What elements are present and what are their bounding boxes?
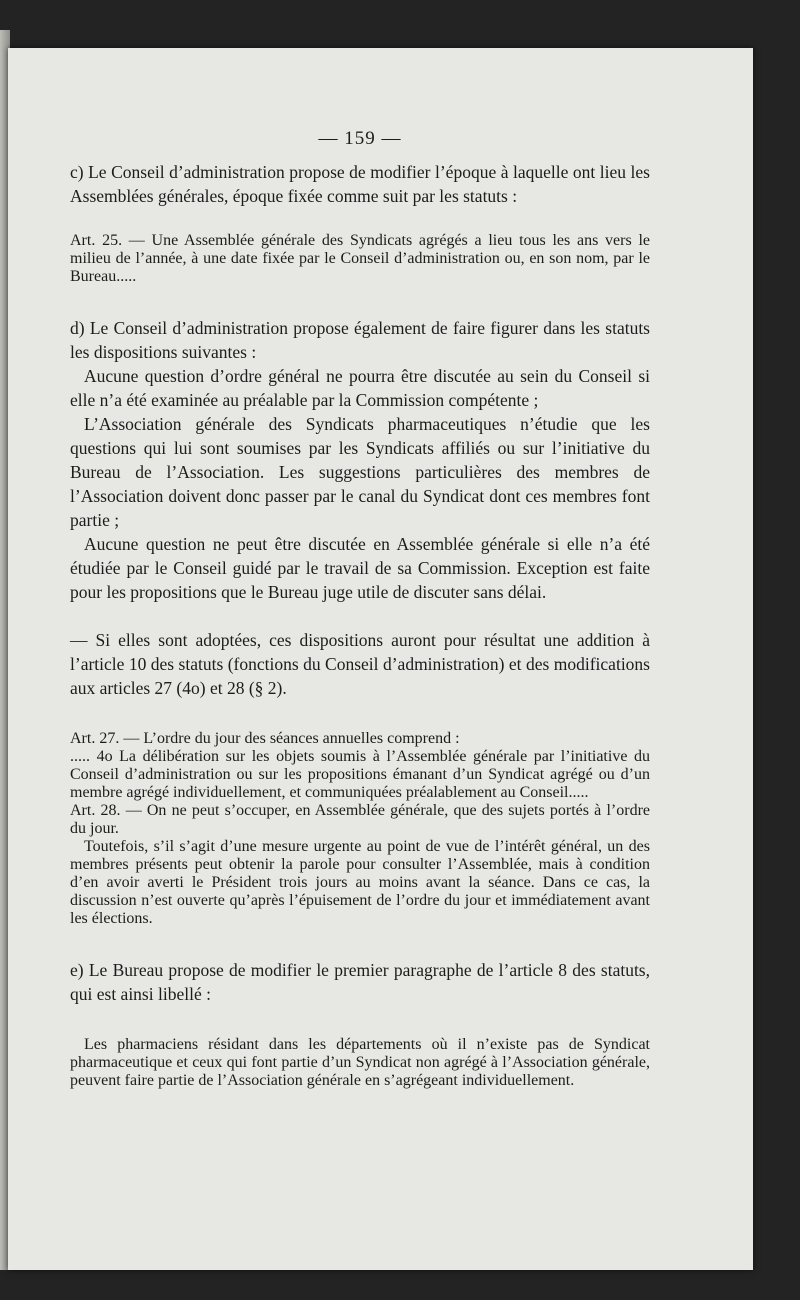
page-number: — 159 — (318, 128, 402, 149)
provision-assembly-discussion: Aucune question ne peut être discutée en Assemblée générale si elle n’a été étudiée par le Conseil guidé par le travail de sa Commission. Exception est faite pour les propositions que le Bureau juge utile de discuter sans délai. (70, 534, 650, 602)
quote-article-28: Art. 28. — On ne peut s’occuper, en Assemblée générale, que des sujets portés à l’ordre du jour. (70, 802, 650, 837)
quote-article-27-item-4: ..... 4o La délibération sur les objets soumis à l’Assemblée générale par l’initiative du Conseil d’administration ou sur les propositions émanant d’un Syndicat agrégé ou d’un membre agrégé individuellement, et communiquées préalablement au Conseil..... (70, 748, 650, 801)
provision-general-question: Aucune question d’ordre général ne pourra être discutée au sein du Conseil si elle n’a été examinée au préalable par la Commission compétente ; (70, 366, 650, 410)
quote-article-27: Art. 27. — L’ordre du jour des séances annuelles comprend : (70, 730, 460, 747)
quote-article-25: Art. 25. — Une Assemblée générale des Syndicats agrégés a lieu tous les ans vers le milieu de l’année, à une date fixée par le Conseil d’administration ou, en son nom, par le Bureau..... (70, 232, 650, 285)
paragraph-result: — Si elles sont adoptées, ces dispositions auront pour résultat une addition à l’article 10 des statuts (fonctions du Conseil d’administration) et des modifications aux articles 27 (4o) et 28 (§ 2). (70, 630, 650, 698)
paragraph-d-proposal: d) Le Conseil d’administration propose également de faire figurer dans les statuts les dispositions suivantes : (70, 318, 650, 362)
paragraph-e-proposal: e) Le Bureau propose de modifier le premier paragraphe de l’article 8 des statuts, qui est ainsi libellé : (70, 960, 650, 1004)
provision-association-studies: L’Association générale des Syndicats pharmaceutiques n’étudie que les questions qui lui sont soumises par les Syndicats affiliés ou sur l’initiative du Bureau de l’Association. Les suggestions particulières des membres de l’Association doivent donc passer par le canal du Syndicat dont ces membres font partie ; (70, 414, 650, 530)
quote-article-28-continued: Toutefois, s’il s’agit d’une mesure urgente au point de vue de l’intérêt général, un des membres présents peut obtenir la parole pour consulter l’Assemblée, mais à condition d’en avoir averti le Président trois jours au moins avant la séance. Dans ce cas, la discussion n’est ouverte qu’après l’épuisement de l’ordre du jour et immédiatement avant les élections. (70, 838, 650, 927)
paragraph-c-proposal: c) Le Conseil d’administration propose de modifier l’époque à laquelle ont lieu les Assemblées générales, époque fixée comme suit par les statuts : (70, 162, 650, 206)
page-sheet (8, 48, 753, 1270)
page-text (70, 128, 650, 1090)
quote-article-8: Les pharmaciens résidant dans les départements où il n’existe pas de Syndicat pharmaceutique et ceux qui font partie d’un Syndicat non agrégé à l’Association générale, peuvent faire partie de l’Association générale en s’agrégeant individuellement. (70, 1036, 650, 1089)
